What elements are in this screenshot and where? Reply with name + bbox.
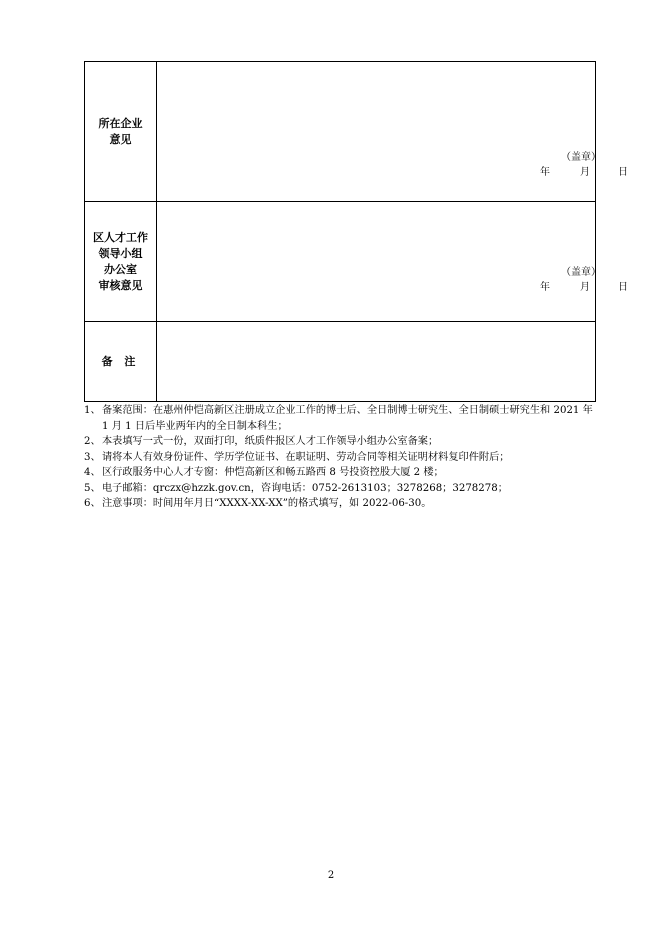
note-number: 5、 (84, 482, 101, 494)
note-text: 请将本人有效身份证件、学历学位证书、在职证明、劳动合同等相关证明材料复印件附后； (102, 451, 510, 463)
enterprise-opinion-row (85, 62, 596, 202)
office-review-row (85, 202, 596, 322)
label-line: 办公室 (104, 262, 137, 276)
note-item (84, 465, 596, 481)
note-text: 本表填写一式一份，双面打印，纸质件报区人才工作领导小组办公室备案； (102, 436, 439, 447)
note-number: 4、 (84, 467, 101, 478)
enterprise-opinion-field[interactable] (157, 62, 628, 202)
office-review-label (85, 202, 157, 322)
note-text: 备案范围：在惠州仲恺高新区注册成立企业工作的博士后、全日制博士研究生、全日制硕士研究生和 2021 年 1 月 1 日后毕业两年内的全日制本科生； (102, 405, 593, 432)
office-seal-block (541, 265, 628, 295)
month-label: 月 (580, 167, 590, 178)
note-text: 区行政服务中心人才专窗：仲恺高新区和畅五路西 8 号投资控股大厦 2 楼； (102, 467, 444, 478)
note-number: 3、 (84, 451, 101, 463)
label-line: 领导小组 (98, 246, 143, 260)
note-number: 6、 (84, 498, 101, 509)
enterprise-seal-block (541, 150, 628, 180)
remarks-label: 备 注 (101, 354, 140, 368)
seal-text: （盖章） (561, 152, 601, 163)
remarks-label-cell (85, 322, 157, 402)
remarks-row (85, 322, 596, 402)
note-text: 电子邮箱：qrczx@hzzk.gov.cn，咨询电话：0752-2613103；3278268；3278278； (102, 482, 508, 494)
date-row (540, 165, 628, 180)
note-item (84, 403, 596, 434)
date-row (540, 280, 628, 295)
label-line: 区人才工作 (93, 230, 148, 244)
month-label: 月 (580, 282, 590, 293)
note-item (84, 481, 596, 497)
note-number: 1、 (84, 405, 101, 416)
note-item (84, 434, 596, 450)
notes-list (84, 403, 596, 512)
seal-text: （盖章） (561, 267, 601, 278)
year-label: 年 (540, 282, 550, 293)
day-label: 日 (618, 282, 628, 293)
year-label: 年 (540, 167, 550, 178)
remarks-field[interactable] (157, 322, 596, 402)
page-number: 2 (327, 870, 335, 881)
office-review-field[interactable] (157, 202, 628, 322)
label-line: 审核意见 (98, 278, 143, 292)
day-label: 日 (618, 167, 628, 178)
note-number: 2、 (84, 436, 101, 447)
approval-form-table (84, 61, 628, 402)
label-line: 所在企业 (98, 116, 143, 130)
note-item (84, 450, 596, 466)
note-item (84, 496, 596, 512)
label-line: 意见 (109, 132, 132, 146)
enterprise-opinion-label (85, 62, 157, 202)
note-text: 注意事项：时间用年月日“XXXX-XX-XX”的格式填写，如 2022-06-30。 (102, 498, 432, 509)
